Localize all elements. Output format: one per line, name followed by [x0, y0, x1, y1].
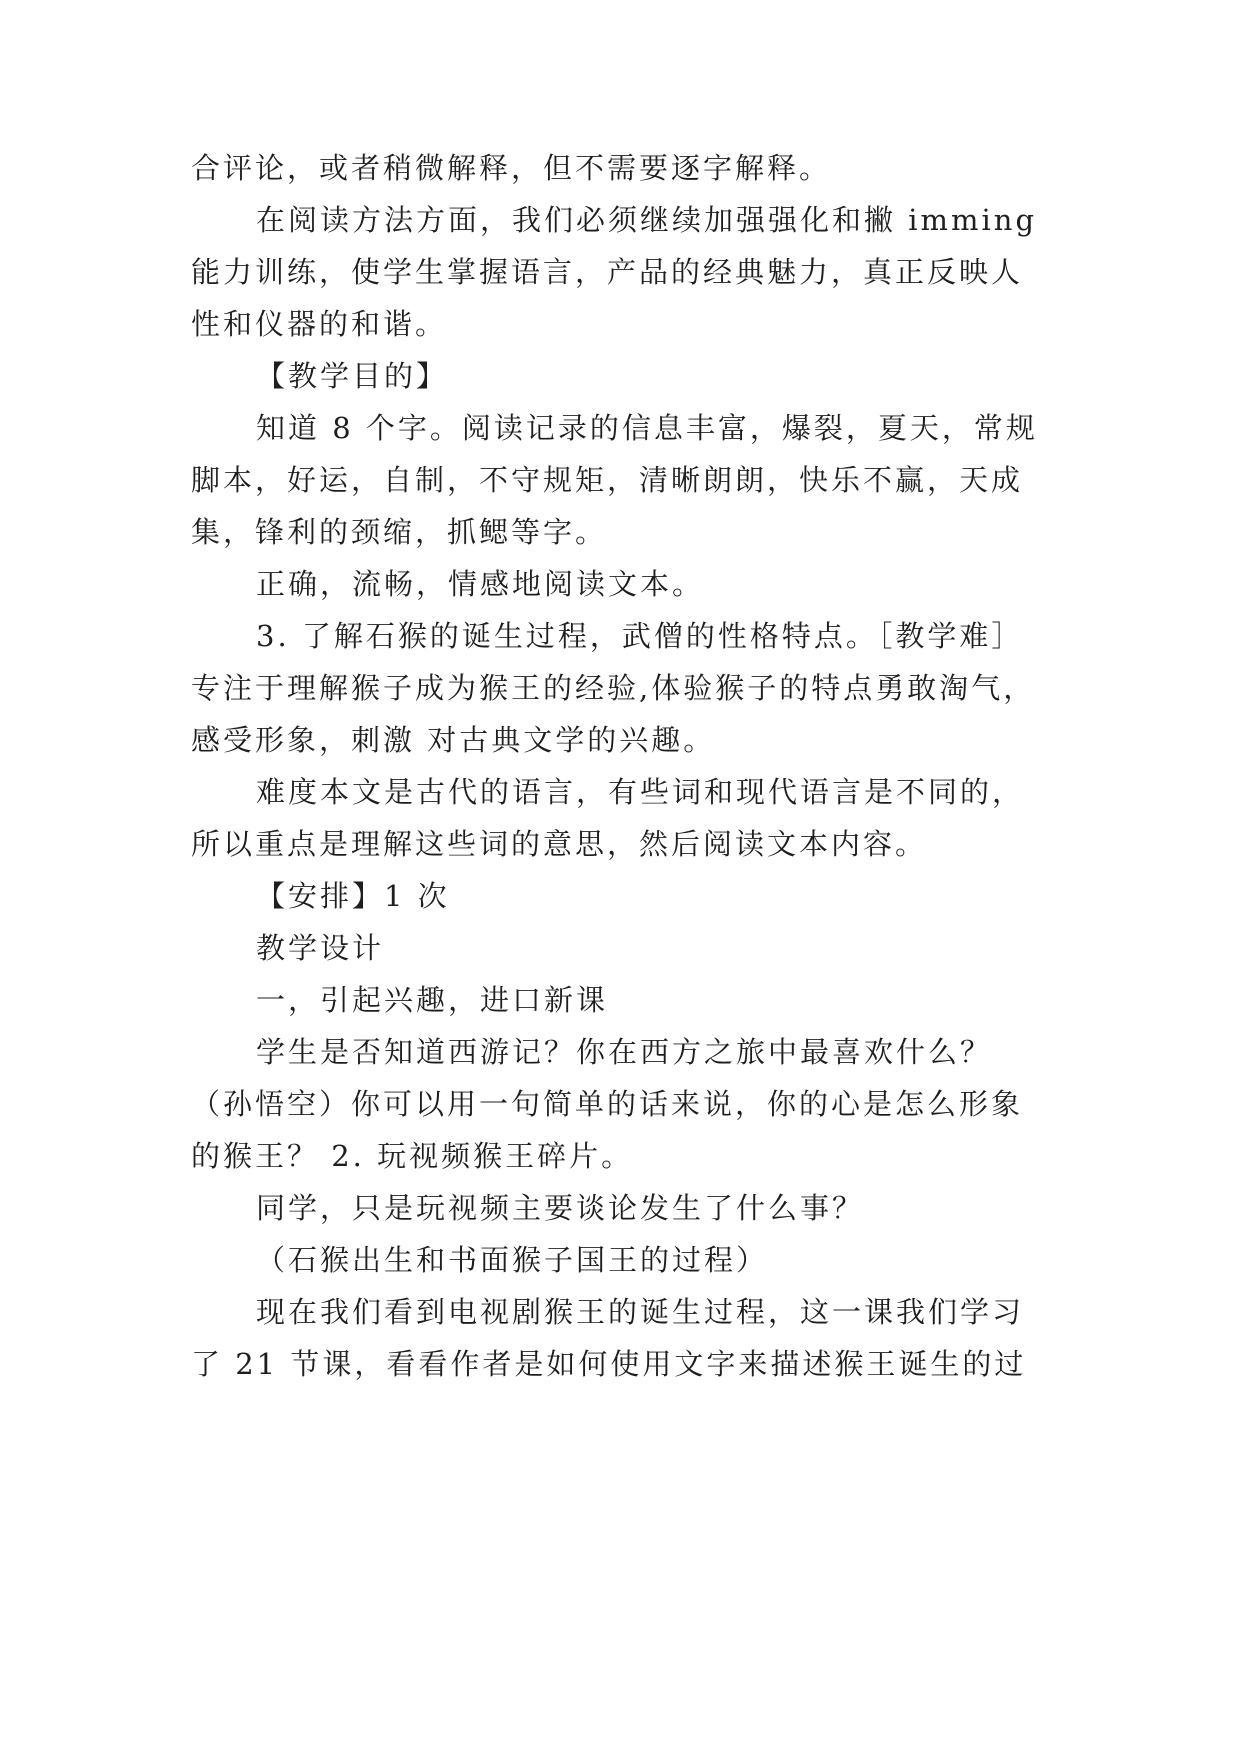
paragraph-line: 现在我们看到电视剧猴王的诞生过程，这一课我们学习 [256, 1295, 1025, 1329]
paragraph-line: 正确，流畅，情感地阅读文本。 [256, 567, 705, 601]
paragraph-line: （石猴出生和书面猴子国王的过程） [256, 1243, 769, 1277]
section-heading: 【教学目的】 [256, 359, 449, 393]
section-heading: 【安排】1 次 [256, 879, 450, 913]
paragraph-line: 感受形象，刺激 对古典文学的兴趣。 [191, 723, 716, 757]
paragraph-line: 在阅读方法方面，我们必须继续加强强化和撇 imming [256, 203, 1038, 237]
paragraph-line: 的猴王？ 2. 玩视频猴王碎片。 [191, 1139, 634, 1173]
paragraph-line: 集，锋利的颈缩，抓鳃等字。 [191, 515, 608, 549]
paragraph-line: 能力训练，使学生掌握语言，产品的经典魅力，真正反映人 [191, 255, 1024, 289]
paragraph-line: 性和仪器的和谐。 [191, 307, 448, 341]
paragraph-line: 合评论，或者稍微解释，但不需要逐字解释。 [191, 151, 832, 185]
paragraph-line: （孙悟空）你可以用一句简单的话来说，你的心是怎么形象 [191, 1087, 1024, 1121]
paragraph-line: 同学，只是玩视频主要谈论发生了什么事？ [256, 1191, 865, 1225]
section-heading: 教学设计 [256, 931, 385, 965]
section-heading: 一，引起兴趣，进口新课 [256, 983, 609, 1017]
paragraph-line: 专注于理解猴子成为猴王的经验,体验猴子的特点勇敢淘气， [191, 671, 1036, 705]
paragraph-line: 脚本，好运，自制，不守规矩，清晰朗朗，快乐不赢，天成 [191, 463, 1024, 497]
paragraph-line: 学生是否知道西游记？你在西方之旅中最喜欢什么？ [256, 1035, 993, 1069]
paragraph-line: 难度本文是古代的语言，有些词和现代语言是不同的， [256, 775, 1025, 809]
paragraph-line: 知道 8 个字。阅读记录的信息丰富，爆裂，夏天，常规 [256, 411, 1038, 445]
paragraph-line: 了 21 节课，看看作者是如何使用文字来描述猴王诞生的过 [191, 1347, 1027, 1381]
paragraph-line: 3. 了解石猴的诞生过程，武僧的性格特点。［教学难］ [256, 619, 1024, 653]
paragraph-line: 所以重点是理解这些词的意思，然后阅读文本内容。 [191, 827, 928, 861]
